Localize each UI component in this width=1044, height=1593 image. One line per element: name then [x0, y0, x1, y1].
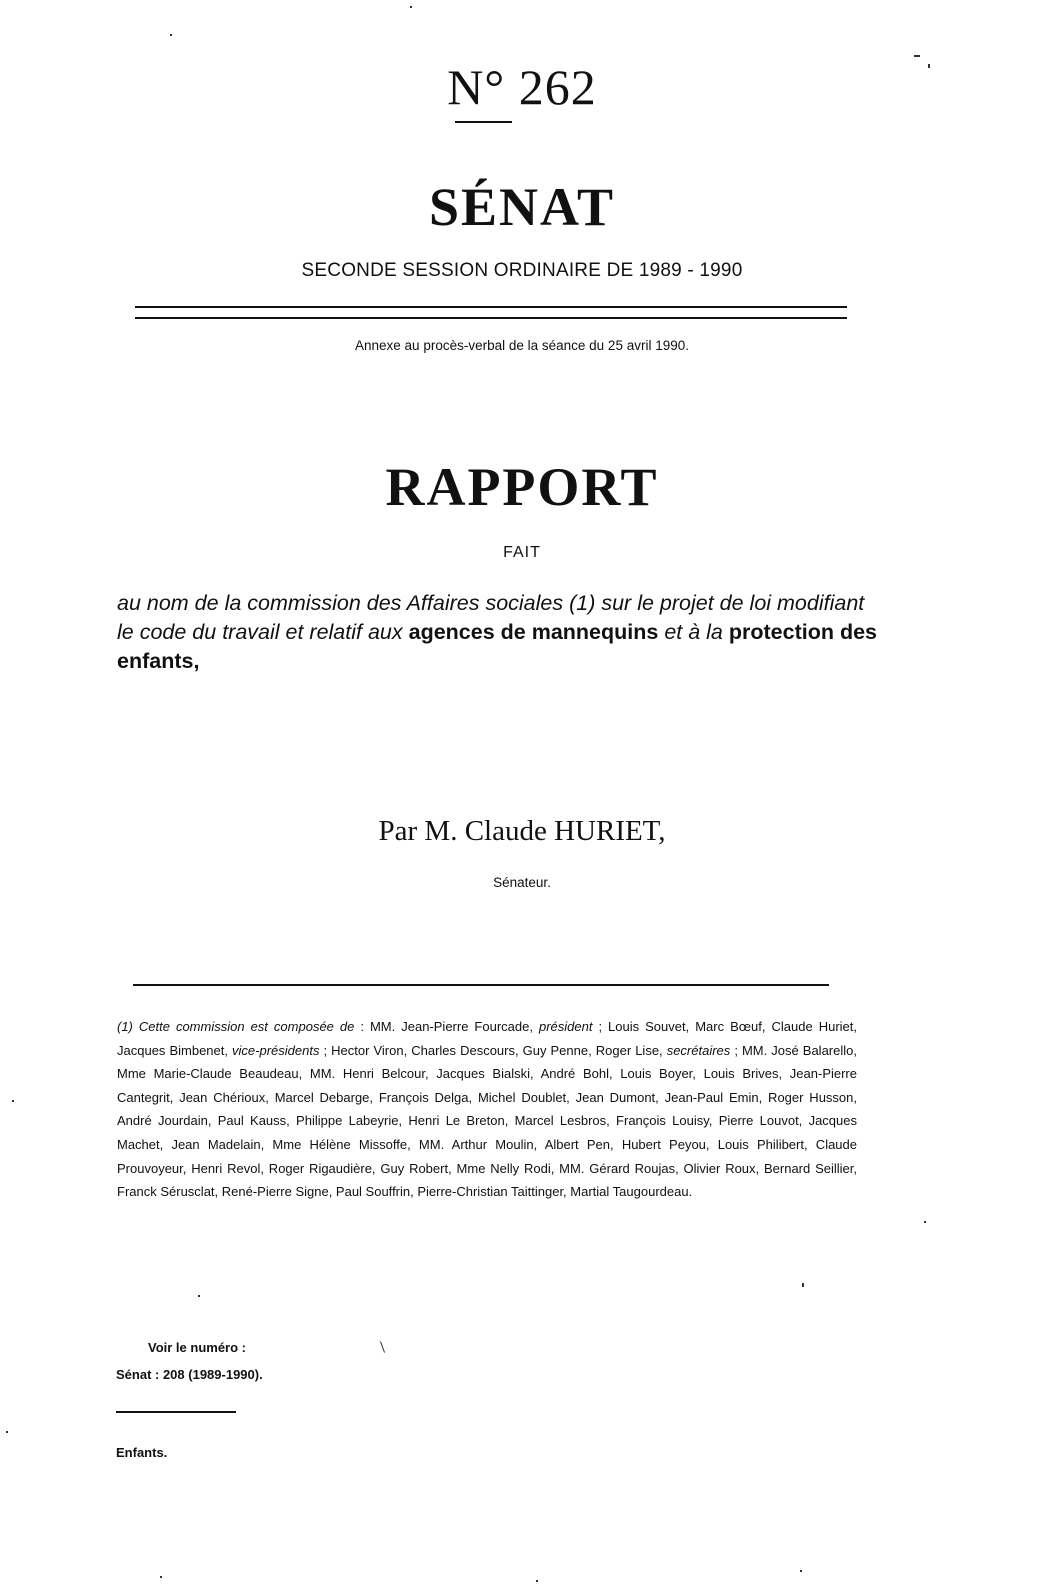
- divider-short: [455, 121, 512, 123]
- scan-speck: [914, 55, 920, 57]
- scan-speck: [410, 6, 412, 8]
- subject-part: au nom de la commission des Affaires sociales (1) sur le projet de loi modifiant le code du travail et relatif aux: [117, 591, 865, 644]
- author-role: Sénateur.: [493, 875, 551, 890]
- chamber-title: SÉNAT: [428, 177, 616, 237]
- divider-double-top: [135, 306, 847, 308]
- report-made: FAIT: [503, 544, 541, 561]
- report-title: RAPPORT: [385, 457, 659, 517]
- footnote-role: vice-présidents: [232, 1042, 320, 1058]
- scan-speck: [160, 1576, 162, 1578]
- scan-speck: [928, 64, 930, 68]
- footnote-text: ; MM. José Balarello, Mme Marie-Claude Beaudeau, MM. Henri Belcour, Jacques Bialski, André Bohl, Louis Boyer, Louis Brives, Jean-Pierre Cantegrit, Jean Chérioux, Marcel Debarge, François Delga, Michel Doublet, Jean Dumont, Jean-Paul Emin, Roger Husson, André Jourdain, Paul Kauss, Philippe Labeyrie, Henri Le Breton, Marcel Lesbros, François Louisy, Pierre Louvot, Jacques Machet, Jean Madelain, Mme Hélène Missoffe, MM. Arthur Moulin, Albert Pen, Hubert Peyou, Louis Philibert, Claude Prouvoyeur, Henri Revol, Roger Rigaudière, Guy Robert, Mme Nelly Rodi, MM. Gérard Roujas, Olivier Roux, Bernard Seillier, Franck Sérusclat, René-Pierre Signe, Paul Souffrin, Pierre-Christian Taittinger, Martial Taugourdeau.: [117, 1042, 857, 1200]
- report-subject: [117, 589, 877, 676]
- footnote-text: ; Hector Viron, Charles Descours, Guy Penne, Roger Lise,: [319, 1042, 667, 1058]
- scan-speck: [800, 1570, 802, 1572]
- scan-speck: [6, 1431, 8, 1433]
- commission-footnote: [117, 1015, 857, 1204]
- see-number-label: Voir le numéro :: [148, 1340, 246, 1355]
- annex-line: Annexe au procès-verbal de la séance du 25 avril 1990.: [355, 338, 689, 353]
- scan-speck: [12, 1100, 14, 1102]
- scan-speck: [380, 1341, 385, 1353]
- footnote-role: secrétaires: [666, 1042, 731, 1058]
- footnote-divider: [133, 984, 829, 986]
- subject-part: protection des enfants,: [117, 620, 877, 673]
- report-author: Par M. Claude HURIET,: [378, 815, 666, 847]
- scan-speck: [170, 34, 172, 36]
- scan-speck: [802, 1283, 804, 1287]
- scan-speck: [198, 1295, 200, 1297]
- subject-part: agences de mannequins: [408, 620, 659, 644]
- scan-speck: [536, 1580, 538, 1582]
- senat-reference: Sénat : 208 (1989-1990).: [116, 1367, 263, 1382]
- subject-part: et à la: [664, 620, 723, 644]
- footnote-lead: (1) Cette commission est composée de: [117, 1019, 355, 1034]
- session-line: SECONDE SESSION ORDINAIRE DE 1989 - 1990: [301, 260, 743, 281]
- divider-double-bottom: [135, 317, 847, 319]
- topic-keyword: Enfants.: [116, 1445, 168, 1460]
- references-divider: [116, 1411, 236, 1413]
- scan-speck: [924, 1221, 926, 1223]
- footnote-text: ; Louis Souvet, Marc Bœuf, Claude Huriet, Jacques Bimbenet,: [117, 1019, 857, 1058]
- footnote-role: président: [538, 1019, 593, 1034]
- document-number: N° 262: [447, 59, 597, 115]
- footnote-text: : MM. Jean-Pierre Fourcade,: [354, 1019, 539, 1034]
